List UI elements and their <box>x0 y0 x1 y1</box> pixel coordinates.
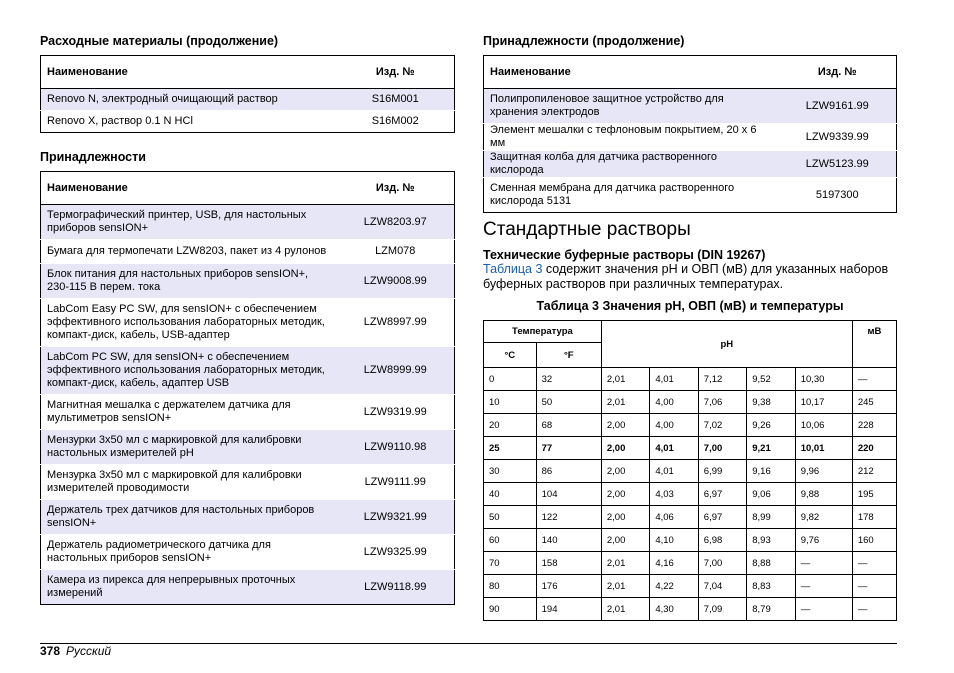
buffer-cell: 212 <box>852 460 896 483</box>
buffer-cell: 2,01 <box>601 391 649 414</box>
buffer-cell: — <box>852 552 896 575</box>
item-number: LZW9321.99 <box>363 510 427 523</box>
buffer-cell: 7,09 <box>698 598 746 621</box>
item-name: Мензурки 3x50 мл с маркировкой для калибровки настольных измерителей pH <box>47 434 302 459</box>
item-name: Термографический принтер, USB, для настольных приборов sensION+ <box>47 209 307 234</box>
buffer-cell: 77 <box>536 437 601 460</box>
accessories-table <box>40 171 455 605</box>
buffer-cell: 30 <box>484 460 537 483</box>
buffer-cell: 2,01 <box>601 552 649 575</box>
table-row <box>41 111 455 133</box>
buffer-cell: 7,02 <box>698 414 746 437</box>
table-row <box>484 151 897 178</box>
item-number: LZW8997.99 <box>363 316 427 328</box>
buffer-cell: 10,17 <box>795 391 852 414</box>
buffer-table <box>483 320 897 621</box>
item-number: LZW8203.97 <box>363 215 427 228</box>
item-name: LabCom PC SW, для sensION+ с обеспечением эффективного использования лабораторных методик, компакт-диск, кабель, адаптер USB <box>47 351 325 389</box>
buffer-row <box>484 391 897 414</box>
buffer-cell: 2,00 <box>601 460 649 483</box>
buffer-cell: 4,00 <box>650 391 698 414</box>
item-number: 5197300 <box>815 188 859 201</box>
buffer-cell: 10,01 <box>795 437 852 460</box>
buffer-cell: 8,79 <box>747 598 795 621</box>
buffer-cell: 9,38 <box>747 391 795 414</box>
buffer-cell: 4,01 <box>650 368 698 391</box>
item-name: Renovo X, раствор 0.1 N HCl <box>47 115 193 127</box>
buffer-cell: 4,10 <box>650 529 698 552</box>
item-number: S16M001 <box>371 93 419 105</box>
buffer-cell: 40 <box>484 483 537 506</box>
item-number: LZW9325.99 <box>363 545 427 558</box>
buffer-cell: 245 <box>852 391 896 414</box>
item-name: Мензурка 3x50 мл с маркировкой для калибровки измерителей проводимости <box>47 469 302 494</box>
buffer-cell: 9,52 <box>747 368 795 391</box>
page-number: 378 <box>40 644 61 658</box>
buffer-cell: 6,99 <box>698 460 746 483</box>
buffer-cell: 4,06 <box>650 506 698 529</box>
buffer-cell: 50 <box>484 506 537 529</box>
buffer-cell: 9,88 <box>795 483 852 506</box>
buffer-cell: 4,16 <box>650 552 698 575</box>
buffer-row <box>484 598 897 621</box>
buffer-cell: 32 <box>536 368 601 391</box>
buffer-cell: 10 <box>484 391 537 414</box>
col-header-name: Наименование <box>490 65 571 78</box>
buffer-cell: 158 <box>536 552 601 575</box>
celsius-header: °C <box>484 343 537 368</box>
table-row <box>484 124 897 151</box>
buffer-cell: 70 <box>484 552 537 575</box>
table-row <box>41 240 455 264</box>
buffer-cell: 4,30 <box>650 598 698 621</box>
mv-header: мВ <box>852 321 896 368</box>
buffer-cell: 4,01 <box>650 460 698 483</box>
item-name: Камера из пирекса для непрерывных проточных измерений <box>47 574 296 599</box>
item-number: S16M002 <box>371 115 419 127</box>
buffer-cell: 9,26 <box>747 414 795 437</box>
standard-solutions-heading: Стандартные растворы <box>483 219 691 240</box>
table-row <box>41 570 455 605</box>
buffer-cell: 0 <box>484 368 537 391</box>
buffer-cell: 2,01 <box>601 575 649 598</box>
table-row <box>484 178 897 213</box>
buffer-cell: 9,21 <box>747 437 795 460</box>
buffer-cell: 2,01 <box>601 368 649 391</box>
consumables-table <box>40 55 455 133</box>
buffer-cell: 8,93 <box>747 529 795 552</box>
item-number: LZW8999.99 <box>363 364 427 376</box>
item-name: Полипропиленовое защитное устройство для хранения электродов <box>490 93 724 118</box>
buffer-cell: 7,12 <box>698 368 746 391</box>
buffer-cell: 178 <box>852 506 896 529</box>
item-name: Бумага для термопечати LZW8203, пакет из 4 рулонов <box>47 245 327 257</box>
buffer-cell: 9,76 <box>795 529 852 552</box>
buffer-cell: 8,83 <box>747 575 795 598</box>
buffer-row <box>484 414 897 437</box>
buffer-cell: 9,82 <box>795 506 852 529</box>
buffer-cell: 194 <box>536 598 601 621</box>
fahrenheit-header: °F <box>536 343 601 368</box>
buffer-cell: 228 <box>852 414 896 437</box>
item-name: Магнитная мешалка с держателем датчика для мультиметров sensION+ <box>47 399 291 424</box>
buffer-cell: — <box>795 575 852 598</box>
col-header-name: Наименование <box>47 65 128 78</box>
buffer-row <box>484 575 897 598</box>
item-name: Сменная мембрана для датчика растворенного кислорода 5131 <box>490 182 735 207</box>
buffer-row <box>484 483 897 506</box>
item-number: LZM078 <box>375 245 416 257</box>
table-row <box>41 465 455 500</box>
accessories-title: Принадлежности <box>40 150 146 164</box>
accessories-cont-title: Принадлежности (продолжение) <box>483 34 685 48</box>
footer-divider <box>40 643 897 644</box>
buffer-cell: 176 <box>536 575 601 598</box>
buffer-cell: 9,16 <box>747 460 795 483</box>
item-number: LZW9339.99 <box>805 130 869 143</box>
table-row <box>41 535 455 570</box>
buffer-cell: 2,00 <box>601 483 649 506</box>
buffer-cell: 4,22 <box>650 575 698 598</box>
buffer-cell: 68 <box>536 414 601 437</box>
col-header-num: Изд. № <box>375 65 415 78</box>
buffer-row <box>484 368 897 391</box>
item-number: LZW9319.99 <box>363 405 427 418</box>
buffer-paragraph <box>483 262 897 292</box>
table-row <box>41 395 455 430</box>
table-row <box>41 430 455 465</box>
buffer-cell: 10,06 <box>795 414 852 437</box>
buffer-cell: 90 <box>484 598 537 621</box>
item-number: LZW9111.99 <box>364 475 426 488</box>
buffer-cell: 25 <box>484 437 537 460</box>
item-number: LZW9118.99 <box>364 580 427 593</box>
footer-language: Русский <box>66 644 112 658</box>
item-name: Защитная колба для датчика растворенного кислорода <box>490 151 717 176</box>
buffer-cell: 6,97 <box>698 483 746 506</box>
table-row <box>41 347 455 395</box>
table-row <box>484 89 897 124</box>
buffer-cell: — <box>795 598 852 621</box>
page-footer <box>40 644 111 658</box>
table-row <box>41 299 455 347</box>
buffer-cell: 122 <box>536 506 601 529</box>
accessories-cont-table <box>483 55 897 213</box>
buffer-cell: 7,00 <box>698 552 746 575</box>
item-name: Держатель радиометрического датчика для настольных приборов sensION+ <box>47 539 271 564</box>
buffer-cell: 104 <box>536 483 601 506</box>
buffer-row <box>484 552 897 575</box>
buffer-cell: 160 <box>852 529 896 552</box>
buffer-cell: — <box>795 552 852 575</box>
buffer-cell: 140 <box>536 529 601 552</box>
buffer-cell: 7,06 <box>698 391 746 414</box>
buffer-row <box>484 460 897 483</box>
item-name: Renovo N, электродный очищающий раствор <box>47 93 278 105</box>
buffer-cell: 195 <box>852 483 896 506</box>
buffer-cell: 60 <box>484 529 537 552</box>
buffer-cell: 9,06 <box>747 483 795 506</box>
table-row <box>41 264 455 299</box>
buffer-cell: 80 <box>484 575 537 598</box>
buffer-cell: 2,00 <box>601 529 649 552</box>
buffer-cell: — <box>852 368 896 391</box>
buffer-cell: 10,30 <box>795 368 852 391</box>
item-number: LZW9008.99 <box>363 274 427 287</box>
item-number: LZW9161.99 <box>805 99 869 112</box>
buffer-cell: 6,98 <box>698 529 746 552</box>
buffer-cell: 7,00 <box>698 437 746 460</box>
buffer-row <box>484 437 897 460</box>
ph-header: pH <box>601 321 852 368</box>
item-name: LabCom Easy PC SW, для sensION+ с обеспечением эффективного использования лабораторных методик, компакт-диск, кабель, USB-адаптер <box>47 303 325 341</box>
item-name: Элемент мешалки с тефлоновым покрытием, 20 x 6 мм <box>490 124 757 149</box>
buffer-cell: 20 <box>484 414 537 437</box>
buffer-row <box>484 506 897 529</box>
col-header-num: Изд. № <box>817 65 857 78</box>
buffer-cell: 2,00 <box>601 506 649 529</box>
table-row <box>41 89 455 111</box>
item-name: Блок питания для настольных приборов sensION+, 230-115 В перем. тока <box>47 268 309 293</box>
table-caption: Таблица 3 Значения pH, ОВП (мВ) и температуры <box>536 299 844 313</box>
consumables-title: Расходные материалы (продолжение) <box>40 34 279 48</box>
buffer-cell: 9,96 <box>795 460 852 483</box>
temp-header: Температура <box>484 321 602 343</box>
buffer-cell: 2,00 <box>601 437 649 460</box>
table-row <box>41 205 455 240</box>
buffer-subheading: Технические буферные растворы (DIN 19267) <box>483 248 766 262</box>
buffer-row <box>484 529 897 552</box>
item-name: Держатель трех датчиков для настольных приборов sensION+ <box>47 504 315 529</box>
buffer-cell: 2,01 <box>601 598 649 621</box>
buffer-cell: 4,00 <box>650 414 698 437</box>
buffer-cell: 8,99 <box>747 506 795 529</box>
item-number: LZW5123.99 <box>805 157 869 170</box>
buffer-cell: 220 <box>852 437 896 460</box>
buffer-cell: 50 <box>536 391 601 414</box>
buffer-cell: 4,01 <box>650 437 698 460</box>
buffer-cell: 86 <box>536 460 601 483</box>
table-row <box>41 500 455 535</box>
col-header-num: Изд. № <box>375 181 415 194</box>
buffer-cell: 6,97 <box>698 506 746 529</box>
buffer-cell: 8,88 <box>747 552 795 575</box>
buffer-cell: — <box>852 575 896 598</box>
item-number: LZW9110.98 <box>364 440 427 453</box>
paragraph-text: содержит значения pH и ОВП (мВ) для указанных наборов буферных растворов при различных температурах. <box>483 262 889 291</box>
buffer-cell: 2,00 <box>601 414 649 437</box>
buffer-cell: 4,03 <box>650 483 698 506</box>
buffer-cell: — <box>852 598 896 621</box>
table-3-link[interactable]: Таблица 3 <box>483 262 543 276</box>
buffer-cell: 7,04 <box>698 575 746 598</box>
col-header-name: Наименование <box>47 181 128 194</box>
